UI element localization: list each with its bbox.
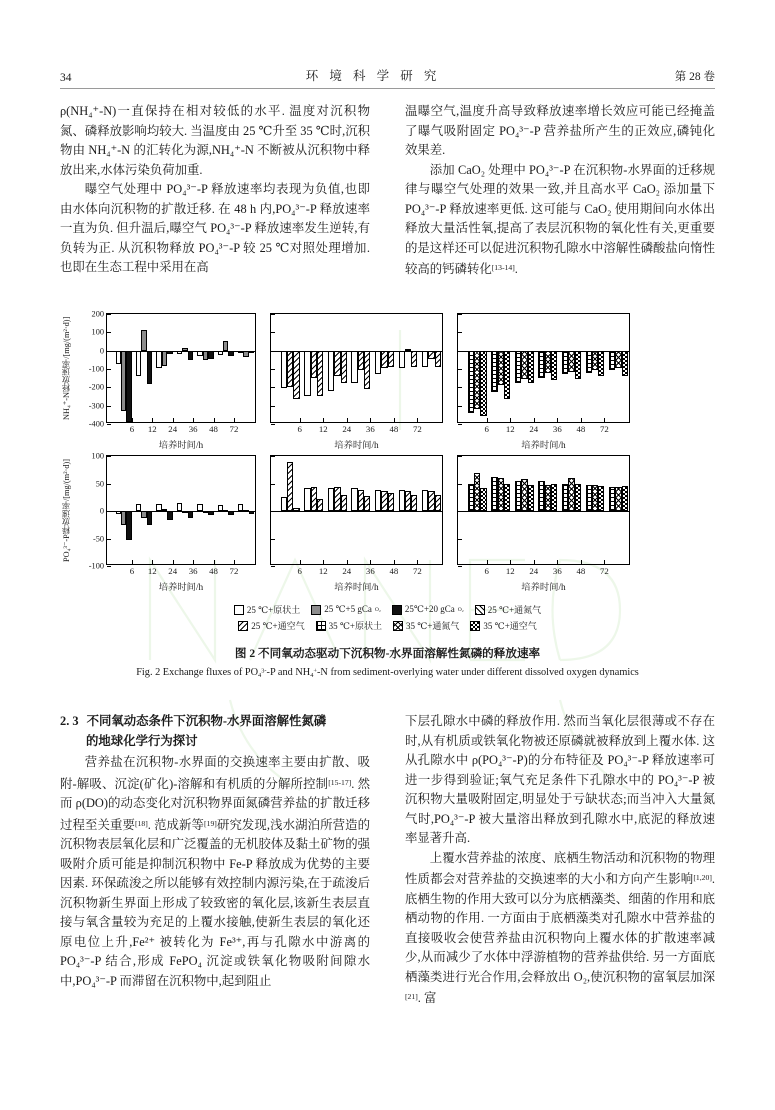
x-tick <box>347 560 348 564</box>
y-tick-label: 0 <box>99 346 104 356</box>
bar <box>622 351 628 377</box>
x-tick <box>581 560 582 564</box>
x-tick <box>214 418 215 422</box>
y-tick <box>458 566 462 567</box>
legend-swatch-icon <box>392 605 402 615</box>
x-tick <box>214 560 215 564</box>
x-tick-label: 48 <box>209 566 218 576</box>
y-tick <box>458 539 462 540</box>
x-tick-label: 12 <box>318 424 328 434</box>
x-tick <box>487 560 488 564</box>
y-tick <box>271 406 275 407</box>
bar <box>551 351 557 380</box>
bar <box>208 511 213 515</box>
figure-caption-en <box>60 667 715 679</box>
bar <box>504 351 510 399</box>
y-tick <box>458 332 462 333</box>
legend-label: 25 ℃+通氮气 <box>487 605 542 615</box>
bar <box>399 351 405 368</box>
x-tick-label: 12 <box>147 424 157 434</box>
bar <box>177 503 182 511</box>
x-axis-title: 培养时间/h <box>334 583 379 593</box>
chart-nh4-panel-3 <box>447 313 630 451</box>
bar <box>480 351 486 416</box>
chart-po4-panel-1 <box>60 451 256 593</box>
x-tick-label: 72 <box>412 566 422 576</box>
y-tick <box>271 387 275 388</box>
bar <box>435 351 441 368</box>
x-tick <box>323 560 324 564</box>
plot-area <box>457 313 630 434</box>
legend-label: 25 ℃+5 gCa <box>324 604 372 614</box>
y-tick <box>107 424 111 425</box>
left-column-top <box>60 102 370 280</box>
y-tick-label: -300 <box>88 401 104 411</box>
x-tick-label: 12 <box>147 566 157 576</box>
y-tick-label: 100 <box>91 451 104 461</box>
citation-ref: [1,20] <box>693 873 712 882</box>
x-tick-label: 36 <box>188 566 198 576</box>
bar <box>364 351 370 390</box>
bar <box>218 351 223 355</box>
paragraph-tail: . <box>514 262 518 277</box>
bar <box>528 351 534 384</box>
bar <box>188 351 193 361</box>
paragraph: ρ(NH₄⁺-N)一直保持在相对较低的水平. 温度对沉积物氮、磷释放影响均较大. 当温度由 25 ℃升至 35 ℃时,沉积物由 NH₄⁺-N 的汇转化为源,NH₄⁺-N 不断被从沉积物中释放出来,水体污染负荷加重. <box>60 104 370 177</box>
x-tick <box>394 560 395 564</box>
bar <box>341 351 347 384</box>
paragraph-text: . 范成新等 <box>147 817 205 832</box>
plot-area <box>270 313 443 434</box>
x-tick <box>534 418 535 422</box>
legend-item-35C-N2 <box>393 619 459 632</box>
legend-row-1 <box>234 603 541 616</box>
bar <box>126 351 131 423</box>
section-number: 2. 3 <box>60 714 79 728</box>
y-tick <box>271 456 275 457</box>
y-tick <box>271 314 275 315</box>
y-tick <box>271 539 275 540</box>
x-tick <box>604 560 605 564</box>
x-tick <box>370 418 371 422</box>
y-tick <box>107 369 111 370</box>
y-axis-label: NH₄⁺-N释放速率/[mg/(m²·d)] <box>62 316 71 420</box>
chart-po4-panel-3 <box>447 455 630 593</box>
plot-area <box>88 451 256 576</box>
chart-nh4-panel-1 <box>60 309 256 451</box>
paragraph-text: . 底栖生物的作用大致可以分为底栖藻类、细菌的作用和底栖动物的作用. 一方面由于底栖藻类对孔隙水中营养盐的直接吸收会使营养盐由沉积物向上覆水体的扩散速率减少,从而减少了水体中浮游植物的营养盐供给. 另一方面底栖藻类进行光合作用,会释放出 O₂,使沉积物的富氧层加深 <box>405 872 715 984</box>
citation-ref: [21] <box>405 992 418 1002</box>
left-column-bottom <box>60 712 370 1009</box>
y-tick <box>458 387 462 388</box>
legend-row-2 <box>238 619 537 632</box>
x-tick <box>152 560 153 564</box>
figure-legend <box>60 603 715 632</box>
y-tick-label: -50 <box>92 534 104 543</box>
paragraph-text: 研究发现,浅水湖泊所营造的沉积物表层氧化层和广泛覆盖的无机胶体及黏土矿物的强吸附介质可能是抑制沉积物中 Fe-P 释放成为优势的主要因素. 环保疏浚之所以能够有效控制内源污染,在于疏浚后沉积物新生界面上形成了较致密的氧化层,该新生表层直接与氧含量较为充足的上覆水接触,使新生表层的氧化还原电位上升,Fe²⁺ 被转化为 Fe³⁺,再与孔隙水中游离的 PO₄³⁻-P 结合,形成 FePO₄ 沉淀或铁氧化物吸附间隙水中,PO₄³⁻-P 而滞留在沉积物中,起到阻止 <box>60 817 370 988</box>
bar <box>136 351 141 376</box>
paragraph-text: 上覆水营养盐的浓度、底栖生物活动和沉积物的物理性质都会对营养盐的交换速率的大小和方向产生影响 <box>405 850 715 887</box>
x-tick-label: 24 <box>342 424 352 434</box>
bar <box>551 484 557 512</box>
y-tick-label: -400 <box>88 419 104 429</box>
legend-item-25C-5gCaO2 <box>311 604 381 615</box>
x-tick-label: 48 <box>389 566 399 576</box>
x-tick-label: 6 <box>129 424 135 434</box>
caption-en-mid: -P and NH <box>266 667 311 678</box>
y-tick <box>107 566 111 567</box>
x-tick-label: 36 <box>365 424 375 434</box>
x-tick <box>534 560 535 564</box>
paragraph <box>60 753 370 991</box>
bar <box>364 496 370 511</box>
y-tick <box>458 369 462 370</box>
legend-label: 25 ℃+原状土 <box>246 605 301 615</box>
caption-en-post: -N from sediment-overlying water under different dissolved oxygen dynamics <box>317 667 639 678</box>
paragraph-text: . 然而 ρ(DO)的动态变化对沉积物界面氮磷营养盐的扩散迁移过程至关重要 <box>60 776 370 832</box>
bar <box>228 511 233 515</box>
citation-ref: [18] <box>134 818 148 828</box>
x-tick <box>487 418 488 422</box>
citation-ref: [15-17] <box>328 777 352 787</box>
x-tick-label: 12 <box>505 566 515 576</box>
bar <box>147 351 152 385</box>
x-tick <box>557 418 558 422</box>
bar <box>126 511 131 540</box>
x-tick <box>394 418 395 422</box>
x-tick-label: 24 <box>342 566 352 576</box>
bar <box>293 351 299 400</box>
bar <box>177 351 182 354</box>
x-tick-label: 24 <box>168 424 178 434</box>
legend-item-25C-20gCaO2 <box>392 604 464 615</box>
bar <box>167 511 172 520</box>
upper-columns <box>60 102 715 280</box>
section-title-line1: 不同氧动态条件下沉积物-水界面溶解性氮磷 <box>86 714 327 728</box>
x-tick-label: 48 <box>209 424 218 434</box>
bar <box>188 511 193 518</box>
lower-columns <box>60 712 715 1009</box>
section-heading <box>60 712 370 751</box>
y-tick <box>458 424 462 425</box>
y-tick <box>271 332 275 333</box>
x-tick-label: 72 <box>599 424 609 434</box>
y-tick-label: 50 <box>95 479 104 488</box>
caption-en-pre: Fig. 2 Exchange fluxes of PO <box>136 667 259 678</box>
paragraph <box>405 161 715 280</box>
page-number: 34 <box>60 72 72 84</box>
bar <box>317 351 323 396</box>
bar <box>141 330 146 351</box>
x-tick-label: 6 <box>484 424 489 434</box>
paragraph-text: 添加 CaO₂ 处理中 PO₄³⁻-P 在沉积物-水界面的迁移规律与曝空气处理的效果一致,并且高水平 CaO₂ 添加量下 PO₄³⁻-P 释放速率更低. 这可能与 CaO₂ 使用期间向水体出释放大量活性氧,提高了表层沉积物的氧化性有关,更重要的是这样还可以促进沉积物孔隙水中溶解性磷酸盐向惰性较高的钙磷转化 <box>405 162 715 277</box>
citation-ref: [13-14] <box>491 263 515 272</box>
bar <box>598 351 604 376</box>
plot-area <box>270 455 443 576</box>
x-axis-title: 培养时间/h <box>334 441 379 451</box>
x-tick <box>604 418 605 422</box>
figure-caption-cn: 图 2 不同氧动态驱动下沉积物-水界面溶解性氮磷的释放速率 <box>234 647 541 660</box>
legend-item-25C-air <box>238 619 304 632</box>
y-tick <box>107 539 111 540</box>
x-tick-label: 36 <box>552 566 562 576</box>
paragraph: 曝空气处理中 PO₄³⁻-P 释放速率均表现为负值,也即由水体向沉积物的扩散迁移. 在 48 h 内,PO₄³⁻-P 释放速率一直为负. 但升温后,曝空气 PO₄³⁻-P 释放速率发生逆转,有负转为正. 从沉积物释放 PO₄³⁻-P 较 25 ℃对照处理增加. 也即在生态工程中采用在高 <box>60 182 370 274</box>
legend-label: 35 ℃+原状土 <box>328 621 382 631</box>
x-tick-label: 48 <box>389 424 399 434</box>
legend-item-25C-N2 <box>475 603 541 616</box>
caption-en-sup: 3- <box>261 667 267 675</box>
x-axis-title: 培养时间/h <box>521 583 566 593</box>
x-tick <box>173 560 174 564</box>
x-tick <box>557 560 558 564</box>
y-tick-label: -200 <box>88 382 104 392</box>
legend-swatch-icon <box>475 605 485 615</box>
x-axis-title: 培养时间/h <box>158 583 204 593</box>
x-tick-label: 48 <box>576 424 586 434</box>
legend-label: 35 ℃+通氮气 <box>406 621 460 631</box>
bar <box>388 351 394 368</box>
x-tick-label: 12 <box>318 566 328 576</box>
x-tick <box>193 418 194 422</box>
bar <box>435 495 441 512</box>
bar <box>317 499 323 511</box>
journal-title: 环 境 科 学 研 究 <box>305 69 441 83</box>
x-tick <box>510 560 511 564</box>
chart-row-nh4 <box>60 309 715 451</box>
y-tick <box>107 484 111 485</box>
chart-nh4-panel-2 <box>260 313 443 451</box>
bar <box>480 488 486 511</box>
x-tick-label: 6 <box>129 566 135 576</box>
right-column-top <box>405 102 715 280</box>
legend-label: 25℃+20 gCa <box>404 604 455 614</box>
x-tick-label: 72 <box>412 424 422 434</box>
y-tick-label: -100 <box>88 364 104 374</box>
x-axis-title: 培养时间/h <box>521 441 566 451</box>
y-tick <box>107 387 111 388</box>
x-tick <box>300 560 301 564</box>
legend-swatch-icon <box>234 605 244 615</box>
x-tick <box>173 418 174 422</box>
x-tick-label: 12 <box>505 424 515 434</box>
x-tick-label: 6 <box>297 424 302 434</box>
x-tick-label: 24 <box>529 424 539 434</box>
bar <box>411 495 417 512</box>
x-tick-label: 36 <box>552 424 562 434</box>
bar <box>388 493 394 511</box>
legend-item-25C-natural-soil <box>234 603 300 616</box>
x-tick-label: 72 <box>229 424 239 434</box>
x-tick-label: 72 <box>599 566 609 576</box>
x-tick <box>132 418 133 422</box>
right-column-bottom <box>405 712 715 1009</box>
x-tick <box>370 560 371 564</box>
x-tick <box>510 418 511 422</box>
bar <box>575 351 581 379</box>
bar <box>223 341 228 351</box>
volume-label: 第 28 卷 <box>674 71 715 83</box>
legend-swatch-icon <box>470 621 480 631</box>
bar <box>136 504 141 511</box>
paragraph-text: . 富 <box>417 991 437 1006</box>
legend-swatch-icon <box>238 621 248 631</box>
y-tick <box>458 456 462 457</box>
y-tick <box>107 314 111 315</box>
caption-en-sup: + <box>313 667 317 675</box>
bar <box>411 351 417 368</box>
bar <box>341 495 347 512</box>
caption-en-sub: 4 <box>310 671 314 679</box>
section-title-line2: 的地球化学行为探讨 <box>86 733 198 748</box>
x-tick <box>193 560 194 564</box>
y-tick-label: 100 <box>91 327 104 337</box>
zero-line <box>271 511 442 512</box>
x-tick-label: 24 <box>168 566 178 576</box>
legend-label: 25 ℃+通空气 <box>251 621 305 631</box>
bar <box>167 351 172 355</box>
paragraph <box>405 849 715 1009</box>
bar <box>293 508 299 511</box>
bar <box>598 486 604 511</box>
x-tick-label: 48 <box>576 566 586 576</box>
x-tick-label: 24 <box>529 566 539 576</box>
x-tick <box>234 418 235 422</box>
x-tick <box>300 418 301 422</box>
bar <box>208 351 213 359</box>
citation-ref: [19] <box>204 818 217 828</box>
figure-2 <box>60 309 715 679</box>
y-tick <box>458 406 462 407</box>
paragraph: 温曝空气,温度升高导致释放速率增长效应可能已经掩盖了曝气吸附固定 PO₄³⁻-P 营养盐所产生的正效应,磷钝化效果差. <box>405 104 715 157</box>
y-tick <box>107 456 111 457</box>
bar <box>575 484 581 512</box>
x-tick <box>581 418 582 422</box>
x-tick-label: 72 <box>229 566 239 576</box>
legend-swatch-icon <box>393 621 403 631</box>
bar <box>287 462 293 512</box>
x-tick <box>347 418 348 422</box>
y-tick <box>107 406 111 407</box>
legend-swatch-icon <box>316 621 326 631</box>
bar <box>528 485 534 511</box>
y-tick-label: -100 <box>88 561 104 571</box>
legend-swatch-icon <box>311 605 321 615</box>
chart-row-po4 <box>60 451 715 593</box>
paragraph-text: 营养盐在沉积物-水界面的交换速率主要由扩散、吸附-解吸、沉淀(矿化)-溶解和有机质的分解所控制 <box>60 755 370 791</box>
x-tick-label: 36 <box>365 566 375 576</box>
y-axis-label: PO₄³⁻-P释放速率/[mg/(m²·d)] <box>62 458 71 562</box>
plot-area <box>88 309 256 434</box>
y-tick <box>271 369 275 370</box>
x-tick <box>132 560 133 564</box>
bar <box>249 351 254 354</box>
x-tick <box>152 418 153 422</box>
y-tick-label: 0 <box>99 506 104 516</box>
x-tick-label: 36 <box>188 424 198 434</box>
legend-label-sub: O₂ <box>374 606 381 613</box>
x-tick <box>417 418 418 422</box>
x-axis-title: 培养时间/h <box>158 441 204 451</box>
x-tick-label: 6 <box>297 566 302 576</box>
caption-en-sub: 4 <box>258 671 262 679</box>
legend-label-sub: O₂ <box>457 606 464 613</box>
y-tick <box>271 566 275 567</box>
x-tick <box>234 560 235 564</box>
zero-line <box>458 511 629 512</box>
legend-item-35C-natural-soil <box>316 619 382 632</box>
bar <box>197 504 202 511</box>
bar <box>504 484 510 512</box>
y-tick-label: 200 <box>91 309 104 319</box>
chart-po4-panel-2 <box>260 455 443 593</box>
y-tick <box>107 332 111 333</box>
paragraph: 下层孔隙水中磷的释放作用. 然而当氧化层很薄或不存在时,从有机质或铁氧化物被还原磷就被释放到上覆水体. 这从孔隙水中 ρ(PO₄³⁻-P)的分布特征及 PO₄³⁻-P 释放速率可进一步得到验证;氧气充足条件下孔隙水中的 PO₄³⁻-P 被沉积物大量吸附固定,明显处于亏缺状态;而当冲入大量氮气时,PO₄³⁻-P 被大量溶出释放到孔隙水中,底泥的释放速率显著升高. <box>405 714 715 845</box>
legend-item-35C-air <box>470 619 536 632</box>
y-tick <box>271 424 275 425</box>
running-head <box>60 66 715 84</box>
x-tick <box>323 418 324 422</box>
bar <box>147 511 152 525</box>
header-divider <box>60 88 715 89</box>
bar <box>249 511 254 514</box>
y-tick <box>458 314 462 315</box>
x-tick-label: 6 <box>484 566 489 576</box>
bar <box>228 351 233 356</box>
y-tick <box>271 484 275 485</box>
bar <box>622 486 628 511</box>
legend-label: 35 ℃+通空气 <box>483 621 537 631</box>
y-tick <box>458 484 462 485</box>
x-tick <box>417 560 418 564</box>
plot-area <box>457 455 630 576</box>
